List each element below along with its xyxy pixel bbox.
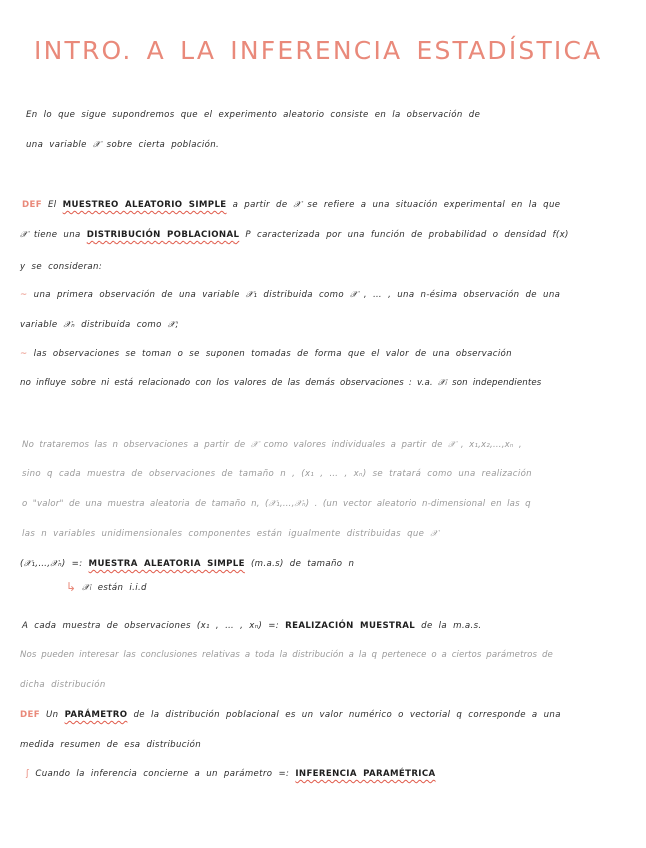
def1-post1: a partir de 𝒳 se refiere a una situación experimental en la que: [232, 200, 561, 210]
mas-post: (m.a.s) de tamaño n: [250, 559, 355, 569]
def2-line-1: [20, 710, 561, 720]
term-inferencia-parametrica: INFERENCIA PARAMÉTRICA: [295, 769, 436, 779]
bullet-1-cont: variable 𝒳ₙ distribuida como 𝒳;: [20, 320, 179, 330]
term-parametro: PARÁMETRO: [64, 710, 128, 720]
gray2-line-1: Nos pueden interesar las conclusiones relativas a toda la distribución a la q pertenece o a ciertos parámetros de: [20, 650, 553, 660]
param-line: [26, 769, 436, 779]
term-realizacion-muestral: REALIZACIÓN MUESTRAL: [285, 621, 416, 631]
bullet-mark: ~: [20, 290, 28, 300]
iid-note: 𝒳ᵢ están i.i.d: [82, 583, 147, 593]
def1-line-1: [22, 200, 560, 210]
bullet-1: [20, 290, 560, 300]
def1-pre1: El: [48, 200, 57, 210]
bullet-mark: ~: [20, 349, 28, 359]
def1-line-3: y se consideran:: [20, 262, 103, 272]
def1-pre2: 𝒳 tiene una: [20, 230, 81, 240]
bullet-2-text: las observaciones se toman o se suponen tomadas de forma que el valor de una observación: [33, 349, 512, 359]
term-muestreo-aleatorio-simple: MUESTREO ALEATORIO SIMPLE: [62, 200, 227, 210]
mas-line: [20, 559, 354, 569]
term-distribucion-poblacional: DISTRIBUCIÓN POBLACIONAL: [86, 230, 240, 240]
bullet-2: [20, 349, 512, 359]
mas-pre: (𝒳₁,…,𝒳ₙ) =:: [20, 559, 83, 569]
bullet-2-cont: no influye sobre ni está relacionado con los valores de las demás observaciones : v.a. 𝒳ᵢ son independientes: [20, 378, 542, 388]
gray1-line-3: o "valor" de una muestra aleatoria de tamaño n, (𝒳₁,…,𝒳ₙ) . (un vector aleatorio n-dimensional en las q: [22, 499, 531, 509]
def2-pre: Un: [46, 710, 59, 720]
def1-line-2: [20, 230, 569, 240]
gray1-line-1: No trataremos las n observaciones a partir de 𝒳 como valores individuales a partir de 𝒳 , x₁,x₂,…,xₙ ,: [22, 440, 522, 450]
gray2-line-2: dicha distribución: [20, 680, 106, 690]
arrow-icon: ↳: [66, 580, 77, 594]
realizacion-pre: A cada muestra de observaciones (x₁ , … , xₙ) =:: [22, 621, 280, 631]
param-pre: Cuando la inferencia concierne a un parámetro =:: [35, 769, 290, 779]
realizacion-post: de la m.a.s.: [421, 621, 482, 631]
def-tag: DEF: [22, 200, 42, 210]
def2-post: de la distribución poblacional es un valor numérico o vectorial q corresponde a una: [133, 710, 561, 720]
realizacion-line: [22, 621, 482, 631]
term-muestra-aleatoria-simple: MUESTRA ALEATORIA SIMPLE: [88, 559, 245, 569]
def2-line-2: medida resumen de esa distribución: [20, 740, 201, 750]
bullet-1-text: una primera observación de una variable 𝒳₁ distribuida como 𝒳 , … , una n-ésima observación de una: [33, 290, 561, 300]
intro-line-2: una variable 𝒳 sobre cierta población.: [26, 140, 220, 150]
gray1-line-4: las n variables unidimensionales componentes están igualmente distribuidas que 𝒳: [22, 529, 439, 539]
gray1-line-2: sino q cada muestra de observaciones de tamaño n , (x₁ , … , xₙ) se tratará como una realización: [22, 469, 532, 479]
page-title: INTRO. A LA INFERENCIA ESTADÍSTICA: [34, 36, 603, 65]
def-tag: DEF: [20, 710, 40, 720]
intro-line-1: En lo que sigue supondremos que el experimento aleatorio consiste en la observación de: [26, 110, 481, 120]
def1-post2: P caracterizada por una función de probabilidad o densidad f(x): [245, 230, 569, 240]
param-mark: ʃ: [26, 769, 30, 779]
